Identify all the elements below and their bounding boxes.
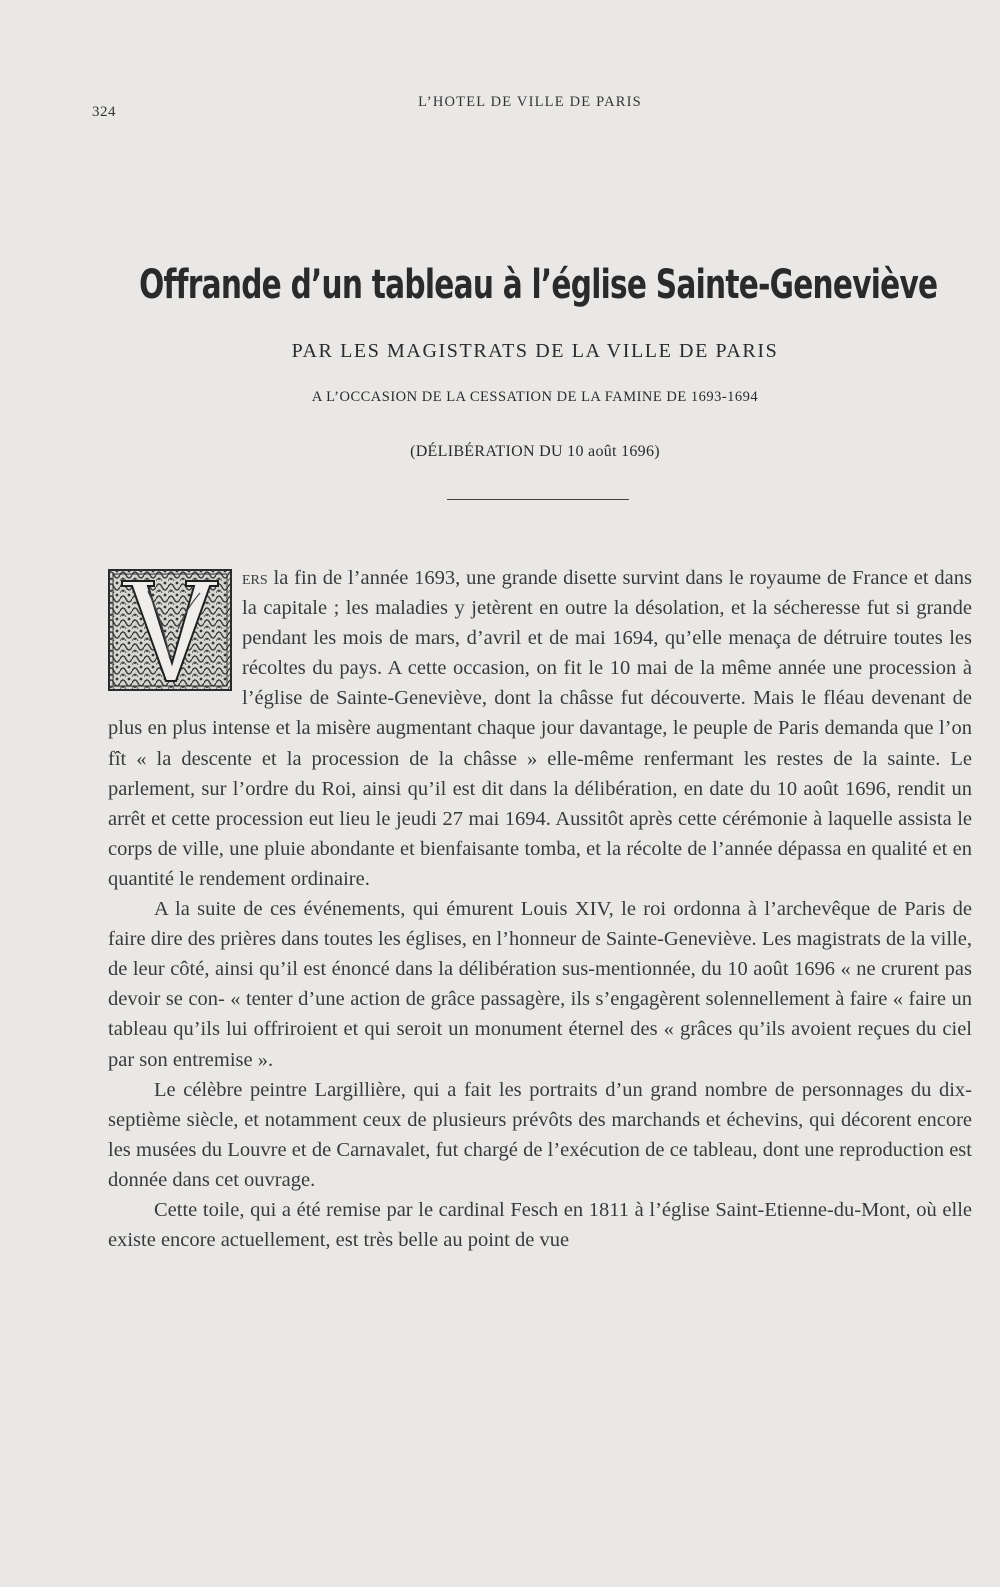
section-divider <box>447 499 629 500</box>
paragraph <box>108 563 972 894</box>
subtitle: PAR LES MAGISTRATS DE LA VILLE DE PARIS <box>291 340 779 362</box>
paragraph: Le célèbre peintre Largillière, qui a fait les portraits d’un grand nombre de personnages du dix-septième siècle, et notamment ceux de plusieurs prévôts des marchands et échevins, qui décorent encore les musées du Louvre et de Carnavalet, fut chargé de l’exécution de ce tableau, dont une reproduction est donnée dans cet ouvrage. <box>108 1078 972 1191</box>
paragraph-text: la fin de l’année 1693, une grande disette survint dans le royaume de France et dans la capitale ; les maladies y jetèrent en outre la désolation, et la sécheresse fut si grande pendant les mois de mars, d’avril et de mai 1694, qu’elle menaça de détruire toutes les récoltes du pays. A cette occasion, on fit le 10 mai de la même année une procession à l’église de Sainte-Geneviève, dont la châsse fut découverte. Mais le fléau devenant de plus en plus intense et la misère augmentant chaque jour davantage, le peuple de Paris demanda que l’on fît « la descente et la procession de la châsse » elle-même renfermant les restes de la sainte. Le parlement, sur l’ordre du Roi, ainsi qu’il est dit dans la délibération, en date du 10 août 1696, rendit un arrêt et cette procession eut lieu le jeudi 27 mai 1694. Aussitôt après cette cérémonie à laquelle assista le corps de ville, une pluie abondante et bienfaisante tomba, et la récolte de l’année dépassa en qualité et en quantité le rendement ordinaire. <box>108 567 972 890</box>
paragraph: A la suite de ces événements, qui émurent Louis XIV, le roi ordonna à l’archevêque de Paris de faire dire des prières dans toutes les églises, en l’honneur de Sainte-Geneviève. Les magistrats de la ville, de leur côté, ainsi qu’il est énoncé dans la délibération sus-mentionnée, du 10 août 1696 « ne crurent pas devoir se con- « tenter d’une action de grâce passagère, ils s’engagèrent solennellement à faire « faire un tableau qu’ils lui offriroient et qui seroit un monument éternel des « grâces qu’ils avoient reçues du ciel par son entremise ». <box>108 898 972 1071</box>
lead-in-text: ers <box>242 567 268 589</box>
paragraph: Cette toile, qui a été remise par le cardinal Fesch en 1811 à l’église Saint-Etienne-du-Mont, où elle existe encore actuellement, est très belle au point de vue <box>108 1198 972 1252</box>
subtitle-occasion: A L’OCCASION DE LA CESSATION DE LA FAMINE DE 1693-1694 <box>311 389 759 405</box>
subtitle-deliberation: (DÉLIBÉRATION DU 10 août 1696) <box>410 443 660 460</box>
page-number: 324 <box>92 104 116 120</box>
body-text <box>108 563 972 1255</box>
chapter-title: Offrande d’un tableau à l’église Sainte-Geneviève <box>139 262 938 308</box>
ornamental-drop-cap <box>108 569 232 691</box>
running-head: L’HOTEL DE VILLE DE PARIS <box>418 94 642 110</box>
